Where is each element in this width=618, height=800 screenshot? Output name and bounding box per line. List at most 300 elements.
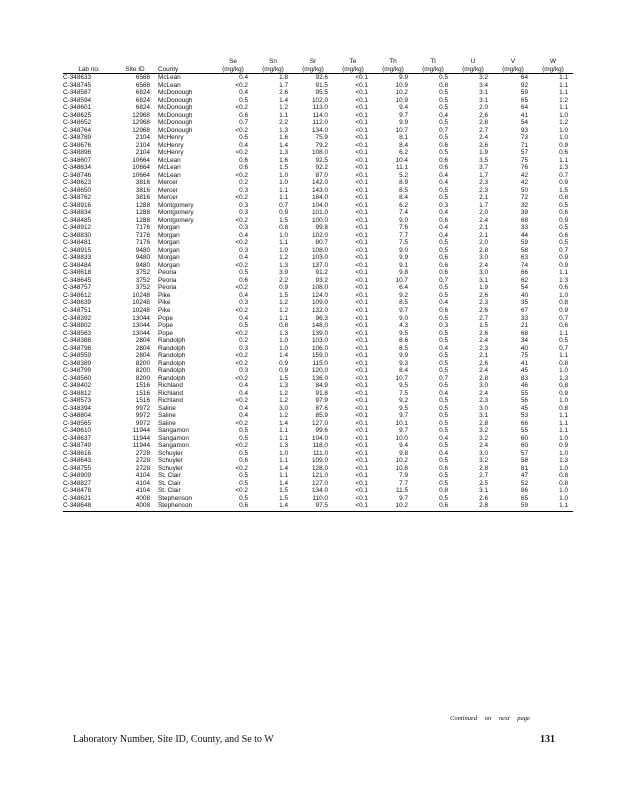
table-cell: 2.1 <box>479 224 488 232</box>
table-row <box>63 187 573 195</box>
table-cell: 2.6 <box>279 89 288 97</box>
table-cell: 2.4 <box>479 367 488 375</box>
table-cell: <0.1 <box>355 329 368 337</box>
table-cell: <0.1 <box>355 89 368 97</box>
table-cell: 8.5 <box>399 344 408 352</box>
table-cell: 143.0 <box>312 186 328 194</box>
table-cell: 2.1 <box>479 194 488 202</box>
table-cell: 50 <box>520 186 528 194</box>
table-cell: 42 <box>520 179 528 187</box>
table-cell: <0.1 <box>355 419 368 427</box>
table-cell: <0.2 <box>235 126 248 134</box>
table-cell: <0.1 <box>355 261 368 269</box>
table-cell: 10.1 <box>395 419 408 427</box>
table-cell: 1.5 <box>279 374 288 382</box>
table-cell: 1.6 <box>279 156 288 164</box>
table-cell: 11944 <box>132 427 150 435</box>
table-cell: 0.3 <box>239 246 248 254</box>
table-cell: 3.2 <box>479 427 488 435</box>
table-cell: 6568 <box>135 74 150 81</box>
table-cell: Sangamon <box>158 434 189 442</box>
table-cell: <0.1 <box>355 231 368 239</box>
table-cell: 1.0 <box>559 397 568 405</box>
table-cell: 0.3 <box>239 201 248 209</box>
table-row <box>63 299 573 307</box>
table-cell: Richland <box>158 389 183 397</box>
table-cell: 0.4 <box>239 404 248 412</box>
table-cell: C-348481 <box>63 239 92 247</box>
table-cell: 3.9 <box>279 269 288 277</box>
table-row <box>63 157 573 165</box>
table-cell: 4104 <box>135 487 150 495</box>
table-cell: <0.1 <box>355 314 368 322</box>
table-cell: 0.5 <box>439 96 448 104</box>
table-cell: 2.8 <box>479 374 488 382</box>
table-cell: 2.2 <box>279 276 288 284</box>
table-cell: 6568 <box>135 81 150 89</box>
table-cell: <0.1 <box>355 404 368 412</box>
table-cell: 34 <box>520 337 528 345</box>
table-cell: <0.1 <box>355 442 368 450</box>
table-cell: 75 <box>520 156 528 164</box>
table-cell: 0.4 <box>439 344 448 352</box>
table-cell: 42 <box>520 171 528 179</box>
table-cell: 2104 <box>135 134 150 142</box>
table-cell: <0.2 <box>235 359 248 367</box>
table-cell: 0.5 <box>439 494 448 502</box>
table-cell: 0.5 <box>439 412 448 420</box>
table-cell: 1.1 <box>559 89 568 97</box>
table-row <box>63 284 573 292</box>
table-cell: <0.1 <box>355 74 368 81</box>
table-cell: Pope <box>158 322 173 330</box>
table-row <box>63 224 573 232</box>
table-cell: 10.9 <box>395 96 408 104</box>
table-cell: C-348478 <box>63 487 92 495</box>
table-row <box>63 337 573 345</box>
table-cell: 104.0 <box>312 434 328 442</box>
table-cell: 9972 <box>135 412 150 420</box>
table-cell: 1.0 <box>559 126 568 134</box>
table-cell: 3.1 <box>479 276 488 284</box>
table-cell: 1.1 <box>279 457 288 465</box>
table-row <box>63 330 573 338</box>
table-cell: <0.1 <box>355 216 368 224</box>
table-cell: 0.5 <box>439 149 448 157</box>
column-header-bottom: (mg/kg) <box>213 66 253 74</box>
table-row <box>63 375 573 383</box>
table-row <box>63 194 573 202</box>
table-cell: 0.6 <box>439 254 448 262</box>
table-cell: Morgan <box>158 246 180 254</box>
table-row <box>63 254 573 262</box>
table-row <box>63 420 573 428</box>
table-cell: 9.9 <box>399 119 408 127</box>
table-cell: 1.0 <box>559 134 568 142</box>
table-cell: Montgomery <box>158 201 194 209</box>
table-cell: 148.0 <box>312 322 328 330</box>
table-row <box>63 457 573 465</box>
table-cell: 11.1 <box>396 164 408 172</box>
table-cell: 134.0 <box>312 126 328 134</box>
table-cell: <0.1 <box>355 502 368 510</box>
table-cell: 100.0 <box>312 216 328 224</box>
table-cell: 52 <box>520 479 528 487</box>
table-cell: <0.1 <box>355 479 368 487</box>
table-cell: 60 <box>520 442 528 450</box>
table-cell: 58 <box>520 457 528 465</box>
table-cell: 0.5 <box>239 96 248 104</box>
table-cell: 0.6 <box>559 322 568 330</box>
table-cell: 3.5 <box>479 156 488 164</box>
table-cell: 0.3 <box>239 344 248 352</box>
table-cell: 21 <box>520 322 528 330</box>
table-cell: 10.0 <box>395 434 408 442</box>
table-cell: <0.2 <box>235 464 248 472</box>
table-cell: 76 <box>520 164 528 172</box>
table-cell: 1.0 <box>559 494 568 502</box>
table-row <box>63 367 573 375</box>
table-cell: C-348643 <box>63 457 92 465</box>
table-cell: 101.0 <box>312 209 328 217</box>
table-cell: 0.3 <box>239 224 248 232</box>
table-cell: 53 <box>520 412 528 420</box>
table-cell: C-348587 <box>63 89 92 97</box>
table-cell: 1.0 <box>559 487 568 495</box>
table-cell: <0.1 <box>355 291 368 299</box>
table-cell: 64 <box>520 104 528 112</box>
table-row <box>63 442 573 450</box>
table-cell: 7.5 <box>399 389 408 397</box>
table-cell: 8.4 <box>399 367 408 375</box>
table-cell: McLean <box>158 74 181 81</box>
table-cell: C-348762 <box>63 194 92 202</box>
table-cell: 0.5 <box>439 404 448 412</box>
table-cell: 0.3 <box>239 367 248 375</box>
table-cell: 2.3 <box>479 397 488 405</box>
table-cell: Morgan <box>158 254 180 262</box>
table-cell: 0.8 <box>279 224 288 232</box>
table-cell: McDonough <box>158 111 193 119</box>
table-cell: <0.2 <box>235 171 248 179</box>
table-cell: 1288 <box>135 201 150 209</box>
table-cell: 9.9 <box>399 352 408 360</box>
table-cell: 91.5 <box>315 81 328 89</box>
table-cell: 2.6 <box>479 111 488 119</box>
table-cell: 40 <box>520 291 528 299</box>
table-cell: <0.1 <box>355 104 368 112</box>
table-cell: 1.1 <box>279 186 288 194</box>
table-cell: 0.5 <box>439 89 448 97</box>
table-cell: 9.7 <box>399 494 408 502</box>
column-header-bottom: (mg/kg) <box>413 66 453 74</box>
table-row <box>63 405 573 413</box>
table-cell: C-348833 <box>63 254 92 262</box>
table-cell: 93.2 <box>315 276 328 284</box>
table-row <box>63 202 573 210</box>
table-cell: 1.3 <box>559 374 568 382</box>
table-cell: C-348804 <box>63 412 92 420</box>
table-cell: 9.4 <box>399 104 408 112</box>
table-cell: 1.5 <box>279 164 288 172</box>
table-cell: C-348751 <box>63 306 92 314</box>
table-row <box>63 232 573 240</box>
table-cell: 11.5 <box>396 487 408 495</box>
table-cell: 67 <box>520 306 528 314</box>
table-cell: 0.5 <box>439 239 448 247</box>
table-cell: 0.9 <box>559 306 568 314</box>
table-cell: <0.1 <box>355 487 368 495</box>
table-cell: 1516 <box>135 397 150 405</box>
column-header-top: Th <box>389 58 397 65</box>
table-cell: 0.5 <box>439 419 448 427</box>
table-cell: <0.2 <box>235 487 248 495</box>
table-cell: 2.8 <box>479 464 488 472</box>
table-cell: 118.0 <box>312 442 328 450</box>
table-cell: <0.2 <box>235 329 248 337</box>
table-cell: 0.6 <box>239 156 248 164</box>
table-cell: <0.1 <box>355 171 368 179</box>
table-cell: 0.9 <box>279 367 288 375</box>
table-cell: 1516 <box>135 382 150 390</box>
table-cell: 2728 <box>135 457 150 465</box>
table-cell: <0.1 <box>355 209 368 217</box>
table-cell: <0.1 <box>355 276 368 284</box>
table-cell: 7176 <box>135 224 150 232</box>
table-cell: C-348745 <box>63 81 92 89</box>
table-cell: 54 <box>520 284 528 292</box>
table-cell: 1.1 <box>559 352 568 360</box>
table-cell: 0.5 <box>239 494 248 502</box>
table-cell: 64 <box>520 74 528 81</box>
table-cell: 0.3 <box>439 322 448 330</box>
page-caption: Laboratory Number, Site ID, County, and Se to W <box>73 734 274 745</box>
table-cell: 59 <box>520 89 528 97</box>
table-cell: 0.7 <box>559 344 568 352</box>
column-header-bottom: (mg/kg) <box>373 66 413 74</box>
table-cell: 9.5 <box>399 329 408 337</box>
table-cell: 3.0 <box>479 449 488 457</box>
table-cell: 0.5 <box>439 134 448 142</box>
table-cell: 55 <box>520 427 528 435</box>
table-cell: 65 <box>520 96 528 104</box>
table-cell: C-348757 <box>63 284 92 292</box>
table-cell: 3.1 <box>479 96 488 104</box>
table-cell: 124.0 <box>312 291 328 299</box>
table-cell: 0.5 <box>239 449 248 457</box>
table-cell: 0.5 <box>439 194 448 202</box>
table-cell: 0.5 <box>239 427 248 435</box>
table-cell: 45 <box>520 367 528 375</box>
table-row <box>63 390 573 398</box>
table-cell: 92.2 <box>315 164 328 172</box>
table-cell: 1.1 <box>559 329 568 337</box>
table-cell: 2.8 <box>479 502 488 510</box>
table-cell: 95.5 <box>315 89 328 97</box>
column-header-top <box>155 58 213 66</box>
table-cell: Randolph <box>158 359 186 367</box>
header-row-element <box>63 58 573 66</box>
table-cell: McLean <box>158 164 181 172</box>
table-cell: 0.5 <box>439 359 448 367</box>
table-cell: Sangamon <box>158 427 189 435</box>
table-cell: 1.0 <box>279 337 288 345</box>
table-cell: 9.2 <box>399 291 408 299</box>
column-header-bottom: (mg/kg) <box>533 66 573 74</box>
table-cell: 2728 <box>135 464 150 472</box>
table-cell: 59 <box>520 239 528 247</box>
table-cell: <0.2 <box>235 194 248 202</box>
table-cell: 1.4 <box>279 141 288 149</box>
table-cell: 1.0 <box>559 111 568 119</box>
table-cell: <0.1 <box>355 359 368 367</box>
table-cell: 3.1 <box>479 487 488 495</box>
table-cell: Pope <box>158 314 173 322</box>
table-cell: 0.6 <box>239 502 248 510</box>
page-number: 131 <box>540 734 555 745</box>
table-cell: <0.1 <box>355 156 368 164</box>
table-cell: C-348484 <box>63 261 92 269</box>
table-cell: Pike <box>158 306 171 314</box>
table-row <box>63 82 573 90</box>
table-row <box>63 495 573 503</box>
table-cell: 2.6 <box>479 306 488 314</box>
table-row <box>63 315 573 323</box>
table-cell: 97.5 <box>315 502 328 510</box>
table-cell: 62 <box>520 276 528 284</box>
table-cell: 0.5 <box>559 201 568 209</box>
table-cell: 1.3 <box>279 329 288 337</box>
table-cell: 1.5 <box>479 322 488 330</box>
table-cell: 1.4 <box>279 419 288 427</box>
table-cell: 8200 <box>135 367 150 375</box>
table-cell: 1.4 <box>279 464 288 472</box>
table-cell: 3816 <box>135 186 150 194</box>
table-cell: 10248 <box>132 291 150 299</box>
table-cell: 108.0 <box>312 284 328 292</box>
table-cell: <0.2 <box>235 149 248 157</box>
table-cell: 41 <box>520 359 528 367</box>
table-cell: 0.6 <box>439 269 448 277</box>
table-cell: C-348789 <box>63 134 92 142</box>
table-cell: 1288 <box>135 216 150 224</box>
table-cell: 10.7 <box>395 276 408 284</box>
table-cell: 41 <box>520 111 528 119</box>
table-cell: 65 <box>520 494 528 502</box>
table-cell: 0.9 <box>559 442 568 450</box>
table-cell: 2804 <box>135 337 150 345</box>
table-cell: 6824 <box>135 104 150 112</box>
table-cell: 0.4 <box>439 389 448 397</box>
table-cell: Schuyler <box>158 457 183 465</box>
table-cell: C-348652 <box>63 119 92 127</box>
table-cell: 1.2 <box>279 306 288 314</box>
table-cell: 111.0 <box>312 449 328 457</box>
table-cell: Mercer <box>158 179 178 187</box>
table-cell: C-348601 <box>63 104 92 112</box>
table-cell: C-348637 <box>63 434 92 442</box>
table-cell: Saline <box>158 404 176 412</box>
table-cell: 9.9 <box>399 254 408 262</box>
table-cell: 68 <box>520 329 528 337</box>
table-cell: 0.3 <box>239 186 248 194</box>
table-cell: 1.3 <box>559 457 568 465</box>
table-cell: 8200 <box>135 359 150 367</box>
table-cell: 66 <box>520 269 528 277</box>
table-cell: 1.0 <box>279 231 288 239</box>
table-cell: 0.6 <box>439 156 448 164</box>
table-cell: <0.1 <box>355 352 368 360</box>
table-cell: 1.1 <box>559 156 568 164</box>
table-cell: 0.5 <box>439 382 448 390</box>
table-cell: 102.0 <box>312 231 328 239</box>
table-cell: Schuyler <box>158 464 183 472</box>
table-cell: C-348610 <box>63 427 92 435</box>
table-row <box>63 164 573 172</box>
table-cell: 1.5 <box>279 291 288 299</box>
table-cell: 73 <box>520 134 528 142</box>
table-cell: McDonough <box>158 104 193 112</box>
table-row <box>63 172 573 180</box>
table-cell: 0.6 <box>439 306 448 314</box>
column-header-top: Sr <box>309 58 317 65</box>
table-cell: Morgan <box>158 261 180 269</box>
table-cell: <0.1 <box>355 224 368 232</box>
table-cell: 0.8 <box>559 359 568 367</box>
table-cell: 0.5 <box>239 479 248 487</box>
table-cell: 0.5 <box>439 472 448 480</box>
table-row <box>63 382 573 390</box>
table-cell: 6.2 <box>399 201 408 209</box>
table-cell: 10.7 <box>395 374 408 382</box>
table-cell: <0.1 <box>355 194 368 202</box>
table-row <box>63 262 573 270</box>
table-cell: 1.1 <box>559 74 568 81</box>
table-cell: McDonough <box>158 119 193 127</box>
table-cell: 0.6 <box>439 164 448 172</box>
table-cell: C-348746 <box>63 171 92 179</box>
table-row <box>63 112 573 120</box>
table-cell: 1.1 <box>279 111 288 119</box>
table-cell: 132.0 <box>312 306 328 314</box>
table-cell: Stephenson <box>158 502 193 510</box>
table-cell: 86 <box>520 487 528 495</box>
table-cell: 10248 <box>132 299 150 307</box>
table-cell: 1.2 <box>279 254 288 262</box>
table-cell: 0.6 <box>239 164 248 172</box>
table-cell: 92 <box>520 81 528 89</box>
table-cell: 0.5 <box>439 74 448 81</box>
table-cell: 9.7 <box>399 412 408 420</box>
table-cell: 7176 <box>135 231 150 239</box>
table-cell: 0.9 <box>559 389 568 397</box>
table-cell: 2.3 <box>479 186 488 194</box>
table-cell: C-348634 <box>63 164 92 172</box>
table-cell: 66 <box>520 419 528 427</box>
column-header-top: U <box>470 58 476 65</box>
table-cell: 0.8 <box>559 382 568 390</box>
table-cell: 109.0 <box>312 299 328 307</box>
table-cell: 97.9 <box>315 397 328 405</box>
table-cell: <0.1 <box>355 239 368 247</box>
table-cell: 4.3 <box>399 322 408 330</box>
table-cell: <0.1 <box>355 126 368 134</box>
table-cell: C-348896 <box>63 149 92 157</box>
table-bottom-rule <box>63 511 573 512</box>
table-cell: 2.6 <box>479 141 488 149</box>
table-cell: <0.2 <box>235 442 248 450</box>
table-cell: Peoria <box>158 269 177 277</box>
